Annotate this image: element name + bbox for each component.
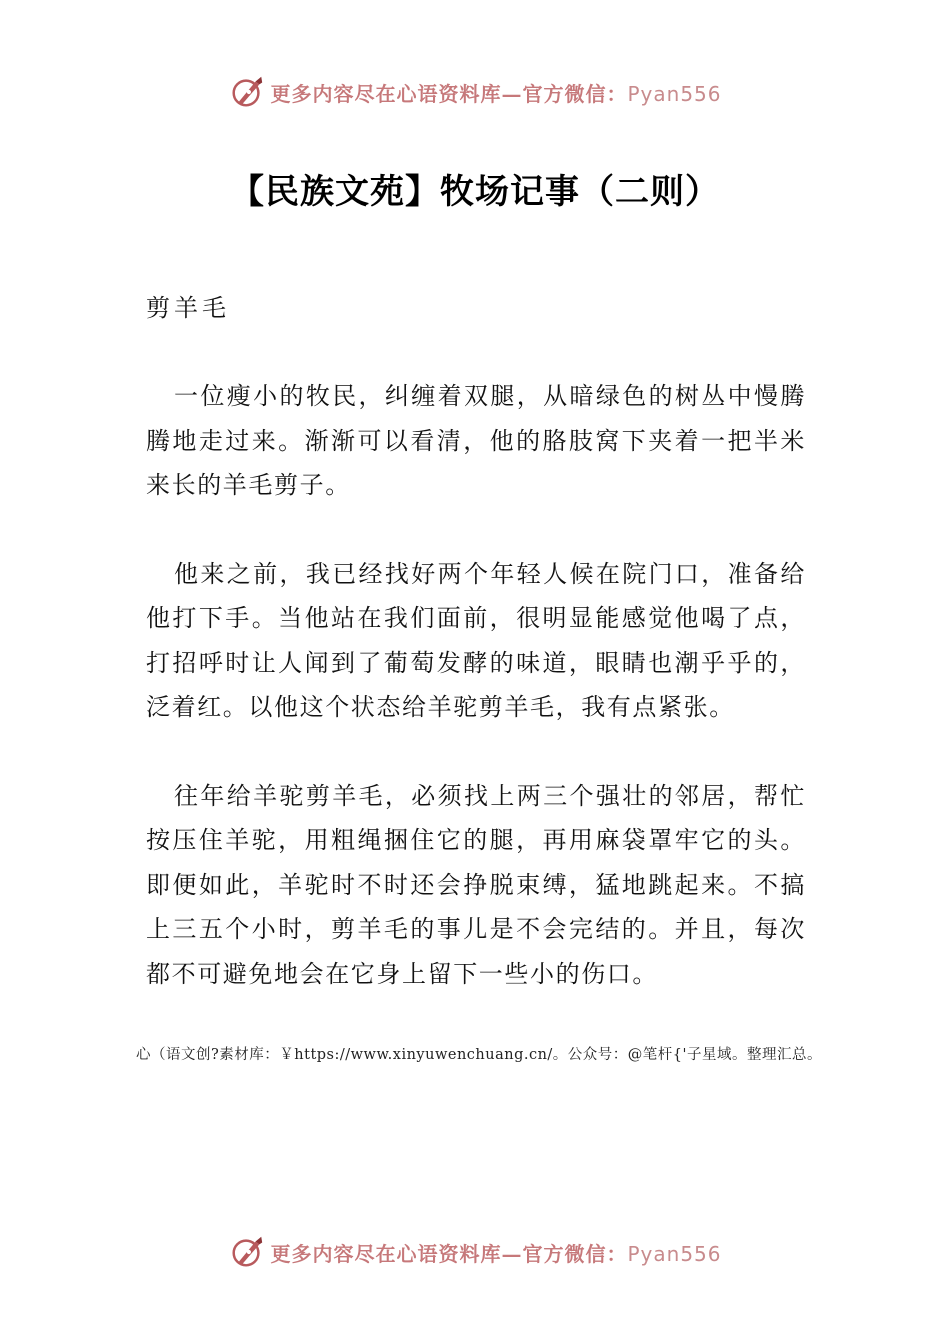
banner-wechat-id: Pyan556: [627, 81, 722, 106]
banner-text: 更多内容尽在心语资料库—官方微信：Pyan556: [270, 81, 722, 106]
paragraph-1: 一位瘦小的牧民，纠缠着双腿，从暗绿色的树丛中慢腾腾地走过来。渐渐可以看清，他的胳肢窝下夹着一把半米来长的羊毛剪子。: [146, 382, 806, 499]
document-title: 【民族文苑】牧场记事（二则）: [230, 172, 720, 212]
pen-nib-logo-icon: [228, 73, 266, 111]
source-note: 心（语文创?素材库：￥https://www.xinyuwenchuang.cn/。公众号：@笔杆{'子星域。整理汇总。: [136, 1047, 823, 1063]
header-banner: [0, 72, 950, 112]
article-body: [146, 374, 806, 996]
paragraph-2: 他来之前，我已经找好两个年轻人候在院门口，准备给他打下手。当他站在我们面前，很明显能感觉他喝了点，打招呼时让人闻到了葡萄发酵的味道，眼睛也潮乎乎的，泛着红。以他这个状态给羊驼剪羊毛，我有点紧张。: [146, 559, 806, 721]
section-heading: 剪羊毛: [146, 294, 230, 322]
footer-banner: [0, 1232, 950, 1272]
paragraph-3: 往年给羊驼剪羊毛，必须找上两三个强壮的邻居，帮忙按压住羊驼，用粗绳捆住它的腿，再用麻袋罩牢它的头。即便如此，羊驼时不时还会挣脱束缚，猛地跳起来。不搞上三五个小时，剪羊毛的事儿是不会完结的。并且，每次都不可避免地会在它身上留下一些小的伤口。: [146, 781, 806, 988]
banner-wechat-id: Pyan556: [627, 1241, 722, 1266]
pen-nib-logo-icon: [228, 1233, 266, 1271]
banner-text: 更多内容尽在心语资料库—官方微信：Pyan556: [270, 1241, 722, 1266]
